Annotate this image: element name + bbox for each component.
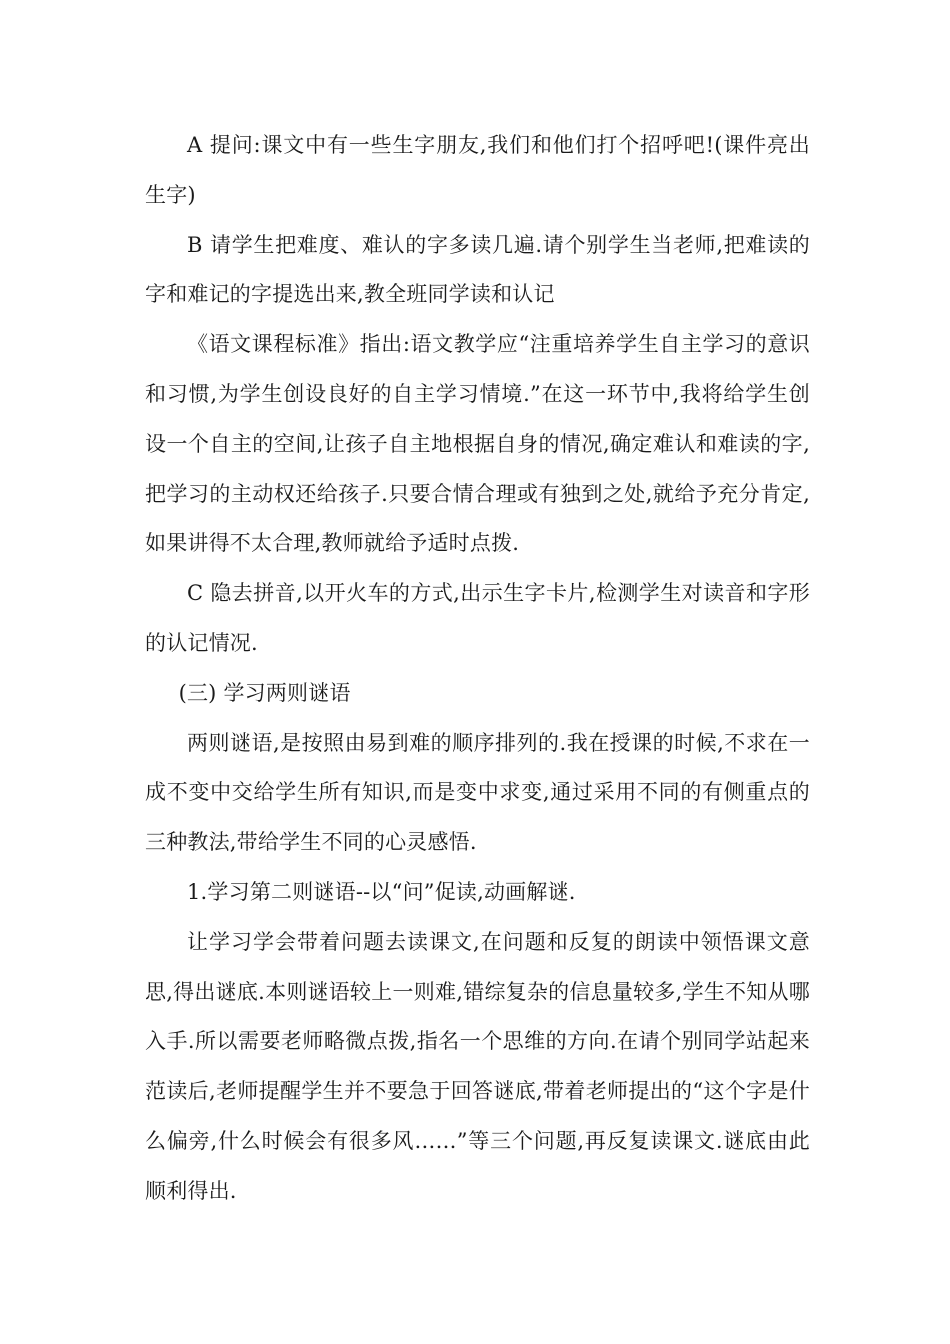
paragraph-riddles-intro: 两则谜语,是按照由易到难的顺序排列的.我在授课的时候,不求在一成不变中交给学生所有知识,而是变中求变,通过采用不同的有侧重点的三种教法,带给学生不同的心灵感悟. — [145, 730, 810, 855]
subheading-second-riddle: 1.学习第二则谜语--以“问”促读,动画解谜. — [187, 879, 576, 904]
paragraph-a-greeting: A 提问:课文中有一些生字朋友,我们和他们打个招呼吧!(课件亮出生字) — [145, 133, 810, 207]
paragraph-b-difficult-words: B 请学生把难度、难认的字多读几遍.请个别学生当老师,把难读的字和难记的字提选出来,教全班同学读和认记 — [145, 232, 810, 307]
section-heading-riddles: (三) 学习两则谜语 — [178, 680, 351, 705]
paragraph-second-riddle-method: 让学习学会带着问题去读课文,在问题和反复的朗读中领悟课文意思,得出谜底.本则谜语较上一则难,错综复杂的信息量较多,学生不知从哪入手.所以需要老师略微点拨,指名一个思维的方向.在请个别同学站起来范读后,老师提醒学生并不要急于回答谜底,带着老师提出的“这个字是什么偏旁,什么时候会有很多风……”等三个问题,再反复读课文.谜底由此顺利得出. — [145, 929, 810, 1203]
paragraph-curriculum-standard: 《语文课程标准》指出:语文教学应“注重培养学生自主学习的意识和习惯,为学生创设良好的自主学习情境.”在这一环节中,我将给学生创设一个自主的空间,让孩子自主地根据自身的情况,确定难认和难读的字,把学习的主动权还给孩子.只要合情合理或有独到之处,就给予充分肯定,如果讲得不太合理,教师就给予适时点拨. — [145, 332, 810, 556]
document-body — [145, 121, 810, 1217]
paragraph-c-flashcards: C 隐去拼音,以开火车的方式,出示生字卡片,检测学生对读音和字形的认记情况. — [145, 581, 810, 655]
